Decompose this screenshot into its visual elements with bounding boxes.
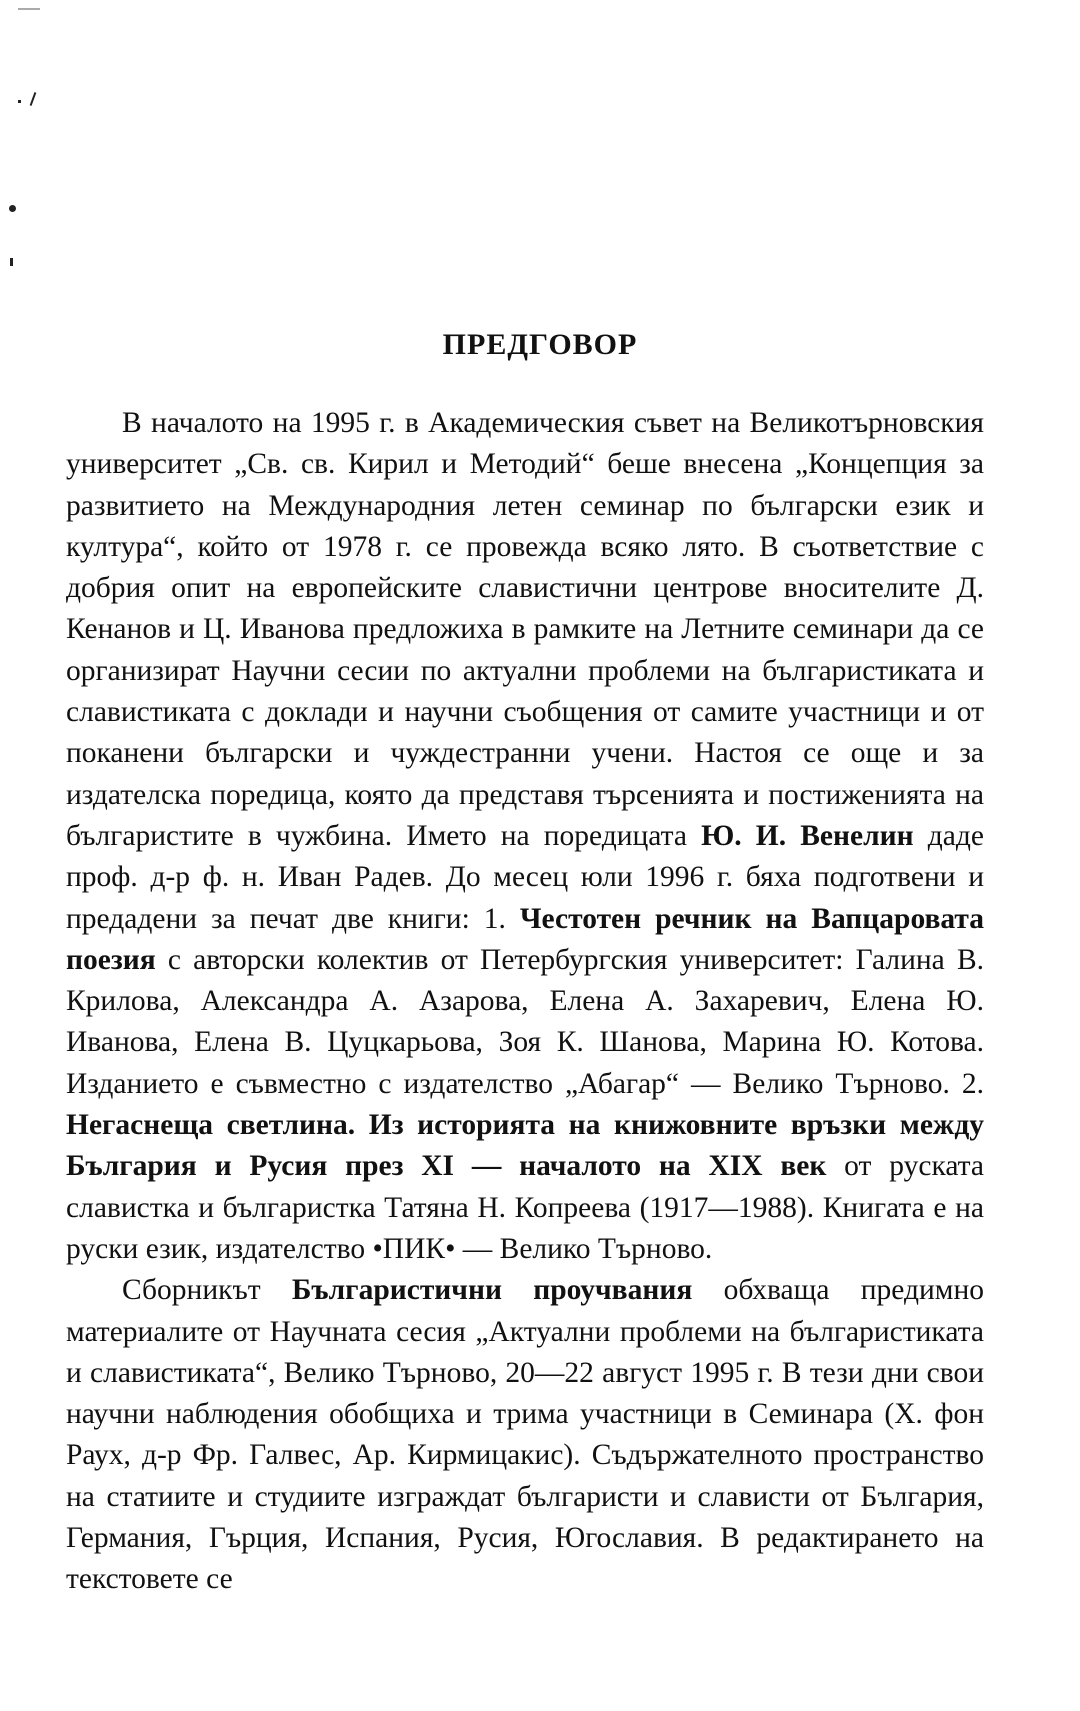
scan-speck — [9, 205, 16, 212]
scan-speck — [30, 92, 37, 106]
bold-title-text: Българистични проучвания — [291, 1274, 693, 1307]
paragraph-text: В началото на 1995 г. в Академическия съвет на Великотърновския университет „Св. св. Кирил и Методий“ беше внесена „Концепция за развитието на Международния летен семинар по български език и култура“, който от 1978 г. се провежда всяко лято. В съответствие с добрия опит на европейските славистични центрове вносителите Д. Кенанов и Ц. Иванова предложиха в рамките на Летните семинари да се организират Научни сесии по актуални проблеми на българистиката и славистиката с доклади и научни съобщения от самите участници и от поканени български и чуждестранни учени. Настоя се още и за издателска поредица, която да представя търсенията и постиженията на българистите в чужбина. Името на поредицата — [66, 407, 984, 852]
paragraph-text: с авторски колектив от Петербургския университет: Галина В. Крилова, Александра А. Азарова, Елена А. Захаревич, Елена Ю. Иванова, Елена В. Цуцкарьова, Зоя К. Шанова, Марина Ю. Котова. Изданието е съвместно с издателство „Абагар“ — Велико Търново. 2. — [66, 943, 984, 1100]
paragraph-text: от руската славистка и българистка Татяна Н. Копреева (1917—1988). Книгата е на руски език, издателство •ПИК• — Велико Търново. — [66, 1150, 984, 1265]
page-title: ПРЕДГОВОР — [442, 328, 638, 361]
bold-title-text: Негаснеща светлина. Из историята на книжовните връзки между България и Русия през XI — началото на XIX век — [66, 1109, 984, 1183]
paragraph — [66, 403, 984, 1270]
scan-speck — [18, 8, 40, 10]
paragraph-text: Сборникът — [122, 1274, 292, 1307]
bold-title-text: Ю. И. Венелин — [701, 819, 914, 852]
scan-speck — [10, 258, 13, 266]
scan-speck — [18, 100, 21, 103]
paragraph-text: обхваща предимно материалите от Научната сесия „Актуални проблеми на българистиката и славистиката“, Велико Търново, 20—22 август 1995 г. В тези дни свои научни наблюдения обобщиха и трима участници в Семинара (Х. фон Раух, д-р Фр. Галвес, Ар. Кирмицакис). Съдържателното пространство на статиите и студиите изграждат българисти и слависти от България, Германия, Гърция, Испания, Русия, Югославия. В редактирането на текстовете се — [66, 1274, 985, 1596]
paragraph — [66, 1270, 984, 1600]
paragraph-text: даде проф. д-р ф. н. Иван Радев. До месец юли 1996 г. бяха подготвени и предадени за печат две книги: 1. — [66, 819, 984, 935]
body-text — [66, 403, 984, 1601]
bold-title-text: Честотен речник на Вапцаровата поезия — [66, 902, 984, 976]
